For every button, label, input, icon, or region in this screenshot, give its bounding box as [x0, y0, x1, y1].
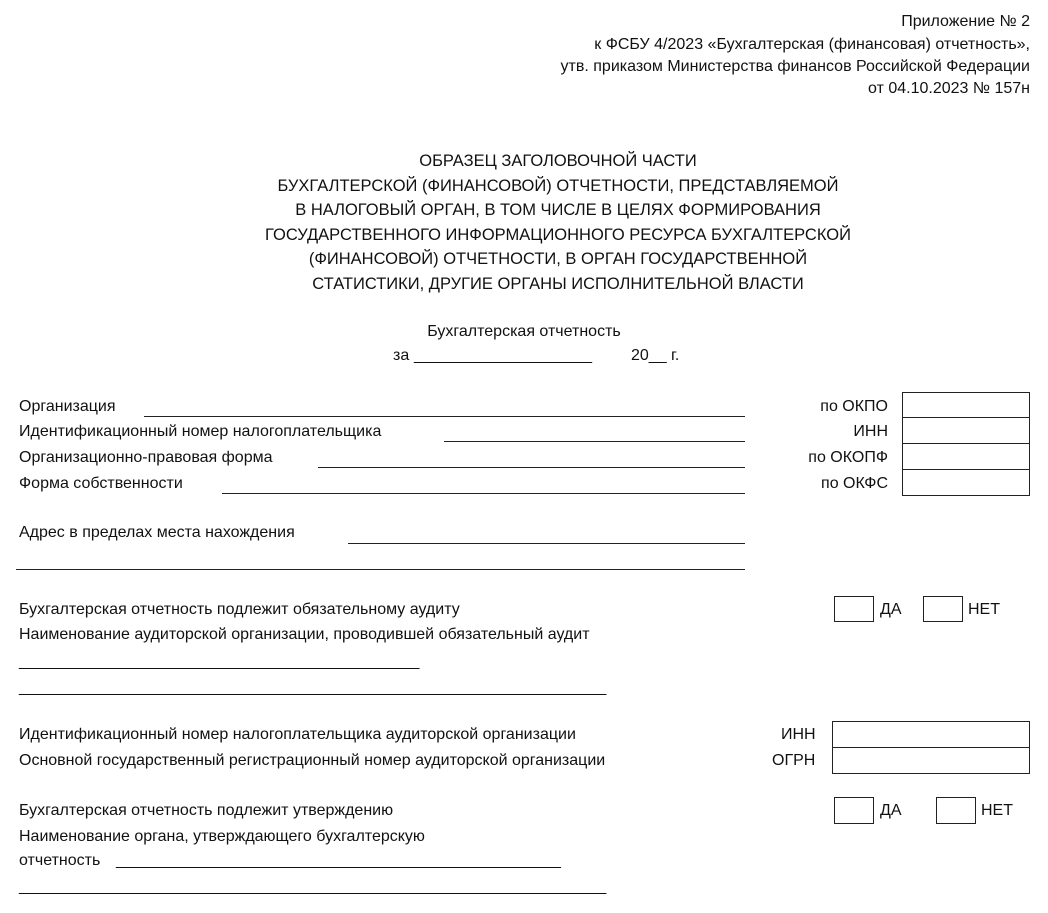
okfs-label: по ОКФС [821, 475, 888, 492]
auditor-inn-label: Идентификационный номер налогоплательщика аудиторской организации [19, 726, 576, 743]
auditor-name-blank-2[interactable]: __________________________________________________________________ [19, 679, 607, 696]
title-line: ГОСУДАРСТВЕННОГО ИНФОРМАЦИОННОГО РЕСУРСА БУХГАЛТЕРСКОЙ [265, 225, 851, 244]
period-year: 20__ г. [631, 347, 680, 364]
ownership-field[interactable] [222, 493, 745, 494]
okpo-box[interactable] [902, 392, 1030, 418]
okpo-label: по ОКПО [820, 398, 888, 415]
title-line: (ФИНАНСОВОЙ) ОТЧЕТНОСТИ, В ОРГАН ГОСУДАРСТВЕННОЙ [308, 250, 808, 269]
approval-body-label-2: отчетность [19, 852, 101, 869]
auditor-name-blank-1[interactable]: _____________________________________________ [19, 653, 420, 670]
approval-no-label: НЕТ [981, 802, 1013, 819]
address-field-line-2[interactable] [16, 569, 745, 570]
document-title [200, 149, 916, 297]
title-line: БУХГАЛТЕРСКОЙ (ФИНАНСОВОЙ) ОТЧЕТНОСТИ, ПРЕДСТАВЛЯЕМОЙ [277, 176, 839, 195]
approval-yes-checkbox[interactable] [834, 797, 874, 824]
inn-label: Идентификационный номер налогоплательщика [19, 423, 382, 440]
appendix-line-2: к ФСБУ 4/2023 «Бухгалтерская (финансовая) отчетность», [594, 36, 1030, 53]
inn-field[interactable] [444, 441, 745, 442]
organization-label: Организация [19, 398, 116, 415]
appendix-line-4: от 04.10.2023 № 157н [868, 80, 1030, 97]
approval-body-blank-1[interactable]: __________________________________________________ [116, 852, 561, 869]
audit-yes-checkbox[interactable] [834, 596, 874, 622]
okopf-label: по ОКОПФ [808, 449, 888, 466]
approval-no-checkbox[interactable] [936, 797, 976, 824]
title-line: В НАЛОГОВЫЙ ОРГАН, В ТОМ ЧИСЛЕ В ЦЕЛЯХ ФОРМИРОВАНИЯ [295, 201, 821, 220]
auditor-ogrn-code: ОГРН [772, 752, 816, 769]
approval-body-label: Наименование органа, утверждающего бухгалтерскую [19, 828, 425, 845]
legal-form-label: Организационно-правовая форма [19, 449, 273, 466]
auditor-inn-code: ИНН [781, 726, 816, 743]
legal-form-field[interactable] [318, 467, 745, 468]
approval-body-blank-2[interactable]: __________________________________________________________________ [19, 878, 607, 895]
ownership-label: Форма собственности [19, 475, 183, 492]
period-prefix: за [393, 347, 410, 364]
okopf-box[interactable] [902, 443, 1030, 470]
okfs-box[interactable] [902, 469, 1030, 496]
title-line: СТАТИСТИКИ, ДРУГИЕ ОРГАНЫ ИСПОЛНИТЕЛЬНОЙ ВЛАСТИ [312, 274, 804, 293]
audit-no-label: НЕТ [968, 601, 1000, 618]
approval-subject-label: Бухгалтерская отчетность подлежит утверждению [19, 802, 394, 819]
audit-no-checkbox[interactable] [923, 596, 963, 622]
auditor-ogrn-box[interactable] [832, 747, 1030, 774]
period-blank[interactable]: ____________________ [414, 347, 592, 364]
audit-subject-label: Бухгалтерская отчетность подлежит обязательному аудиту [19, 601, 460, 618]
inn-box[interactable] [902, 417, 1030, 444]
auditor-name-label: Наименование аудиторской организации, проводившей обязательный аудит [19, 626, 590, 643]
approval-yes-label: ДА [880, 802, 902, 819]
audit-yes-label: ДА [880, 601, 902, 618]
address-field[interactable] [348, 543, 745, 544]
appendix-line-1: Приложение № 2 [901, 13, 1030, 30]
organization-field[interactable] [144, 416, 745, 417]
auditor-inn-box[interactable] [832, 721, 1030, 748]
inn-code-label: ИНН [853, 423, 888, 440]
address-label: Адрес в пределах места нахождения [19, 524, 295, 541]
auditor-ogrn-label: Основной государственный регистрационный номер аудиторской организации [19, 752, 606, 769]
report-title: Бухгалтерская отчетность [427, 323, 621, 340]
title-line: ОБРАЗЕЦ ЗАГОЛОВОЧНОЙ ЧАСТИ [419, 152, 697, 170]
appendix-line-3: утв. приказом Министерства финансов Российской Федерации [560, 58, 1030, 75]
